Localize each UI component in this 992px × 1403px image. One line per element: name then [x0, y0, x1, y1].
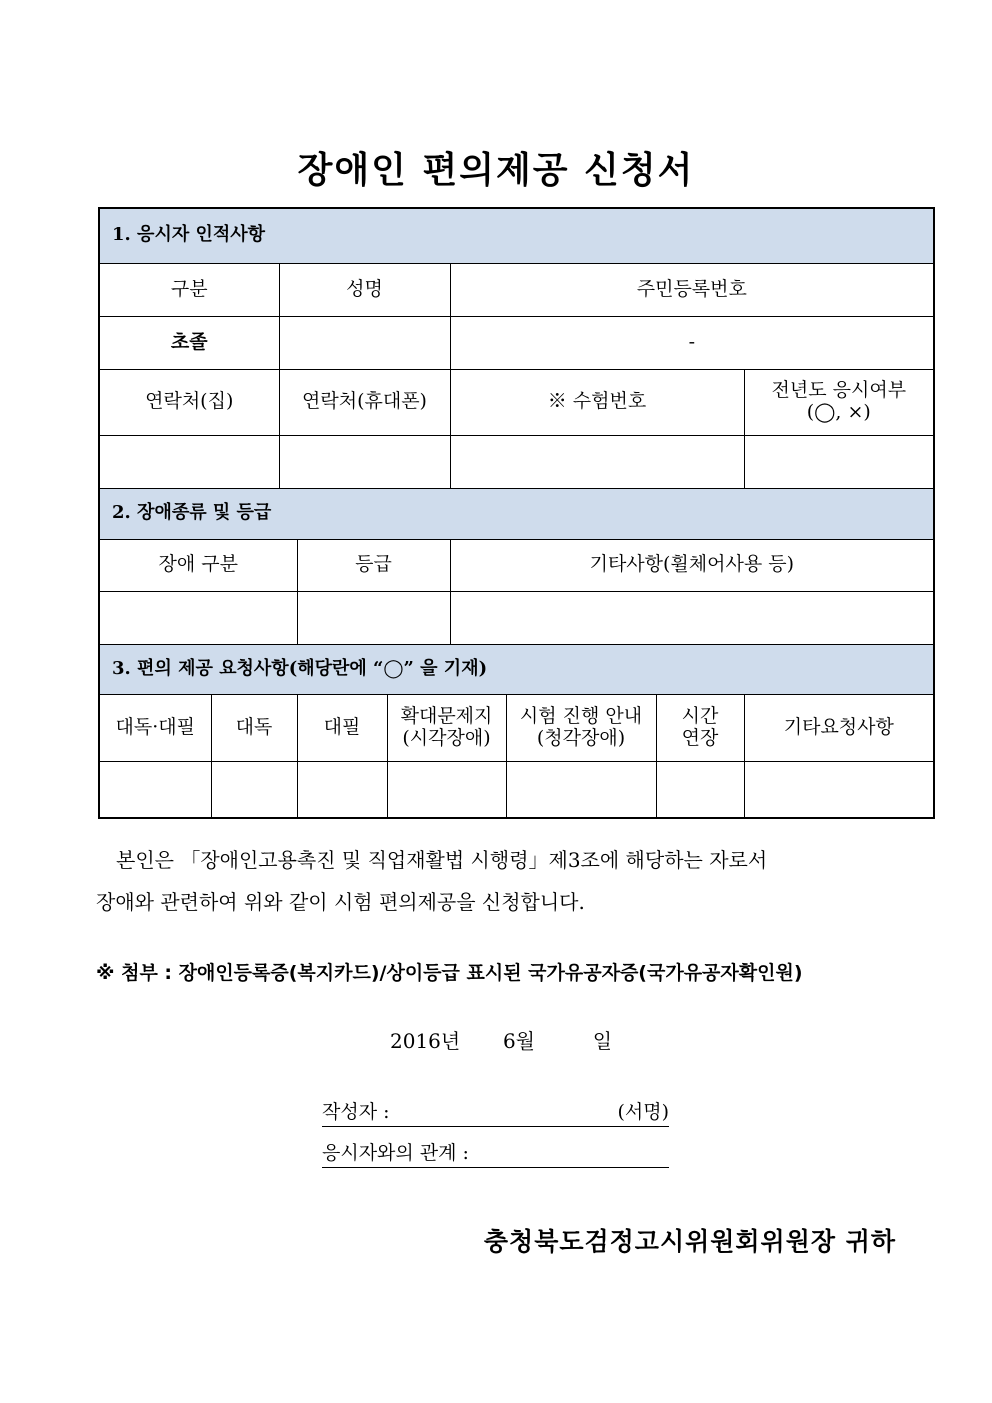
- time-extension-label-2: 연장: [681, 726, 719, 749]
- grade-field[interactable]: [297, 591, 450, 644]
- date-month: 6월: [502, 1029, 535, 1053]
- header-exam-guidance: [506, 694, 656, 761]
- resident-number-field[interactable]: -: [450, 316, 934, 369]
- exam-number-field[interactable]: [450, 435, 744, 488]
- writer-signature-line[interactable]: [322, 1098, 669, 1127]
- previous-exam-label: 전년도 응시여부: [771, 379, 907, 402]
- date-line: [390, 1025, 612, 1054]
- header-grade: 등급: [297, 539, 450, 591]
- header-exam-number: ※ 수험번호: [450, 369, 744, 435]
- header-mobile-phone: 연락처(휴대폰): [279, 369, 450, 435]
- previous-exam-options: (◯, ×): [806, 401, 871, 423]
- disability-type-field[interactable]: [99, 591, 297, 644]
- previous-exam-field[interactable]: [744, 435, 934, 488]
- statement-line-2: 장애와 관련하여 위와 같이 시험 편의제공을 신청합니다.: [96, 890, 585, 914]
- large-print-label: 확대문제지: [400, 704, 493, 727]
- header-home-phone: 연락처(집): [99, 369, 279, 435]
- header-time-extension: [656, 694, 744, 761]
- statement-line-1: 본인은 「장애인고용촉진 및 직업재활법 시행령」제3조에 해당하는 자로서: [116, 848, 768, 872]
- sign-label: (서명): [617, 1101, 669, 1123]
- header-other-notes: 기타사항(휠체어사용 등): [450, 539, 934, 591]
- header-name: 성명: [279, 263, 450, 316]
- document-title: 장애인 편의제공 신청서: [297, 150, 695, 191]
- section2-heading: 2. 장애종류 및 등급: [99, 488, 934, 539]
- date-year: 2016년: [390, 1029, 461, 1053]
- other-requests-field[interactable]: [744, 761, 934, 818]
- time-extension-label-1: 시간: [681, 704, 719, 727]
- large-print-field[interactable]: [387, 761, 506, 818]
- addressee: 충청북도검정고시위원회위원장 귀하: [483, 1227, 896, 1256]
- date-day: 일: [592, 1029, 613, 1053]
- header-reading-aid: 대독: [211, 694, 297, 761]
- header-large-print: [387, 694, 506, 761]
- exam-guidance-field[interactable]: [506, 761, 656, 818]
- header-category: 구분: [99, 263, 279, 316]
- header-previous-exam: [744, 369, 934, 435]
- other-notes-field[interactable]: [450, 591, 934, 644]
- large-print-sub: (시각장애): [402, 726, 491, 749]
- exam-guidance-label: 시험 진행 안내: [519, 704, 643, 727]
- attachment-note: ※ 첨부 : 장애인등록증(복지카드)/상이등급 표시된 국가유공자증(국가유공자확인원): [96, 962, 803, 984]
- header-read-write-aid: 대독·대필: [99, 694, 211, 761]
- writer-label: 작성자 :: [322, 1101, 390, 1123]
- header-resident-number: 주민등록번호: [450, 263, 934, 316]
- writing-aid-field[interactable]: [297, 761, 387, 818]
- read-write-aid-field[interactable]: [99, 761, 211, 818]
- row-label-elementary: 초졸: [99, 316, 279, 369]
- relation-line[interactable]: [322, 1139, 669, 1168]
- header-other-requests: 기타요청사항: [744, 694, 934, 761]
- relation-label: 응시자와의 관계 :: [322, 1142, 469, 1164]
- mobile-phone-field[interactable]: [279, 435, 450, 488]
- home-phone-field[interactable]: [99, 435, 279, 488]
- name-field[interactable]: [279, 316, 450, 369]
- application-form-table: [98, 207, 935, 819]
- section1-heading: 1. 응시자 인적사항: [99, 208, 934, 263]
- header-disability-type: 장애 구분: [99, 539, 297, 591]
- section3-heading: 3. 편의 제공 요청사항(해당란에 “◯” 을 기재): [99, 644, 934, 694]
- time-extension-field[interactable]: [656, 761, 744, 818]
- header-writing-aid: 대필: [297, 694, 387, 761]
- exam-guidance-sub: (청각장애): [536, 726, 626, 749]
- reading-aid-field[interactable]: [211, 761, 297, 818]
